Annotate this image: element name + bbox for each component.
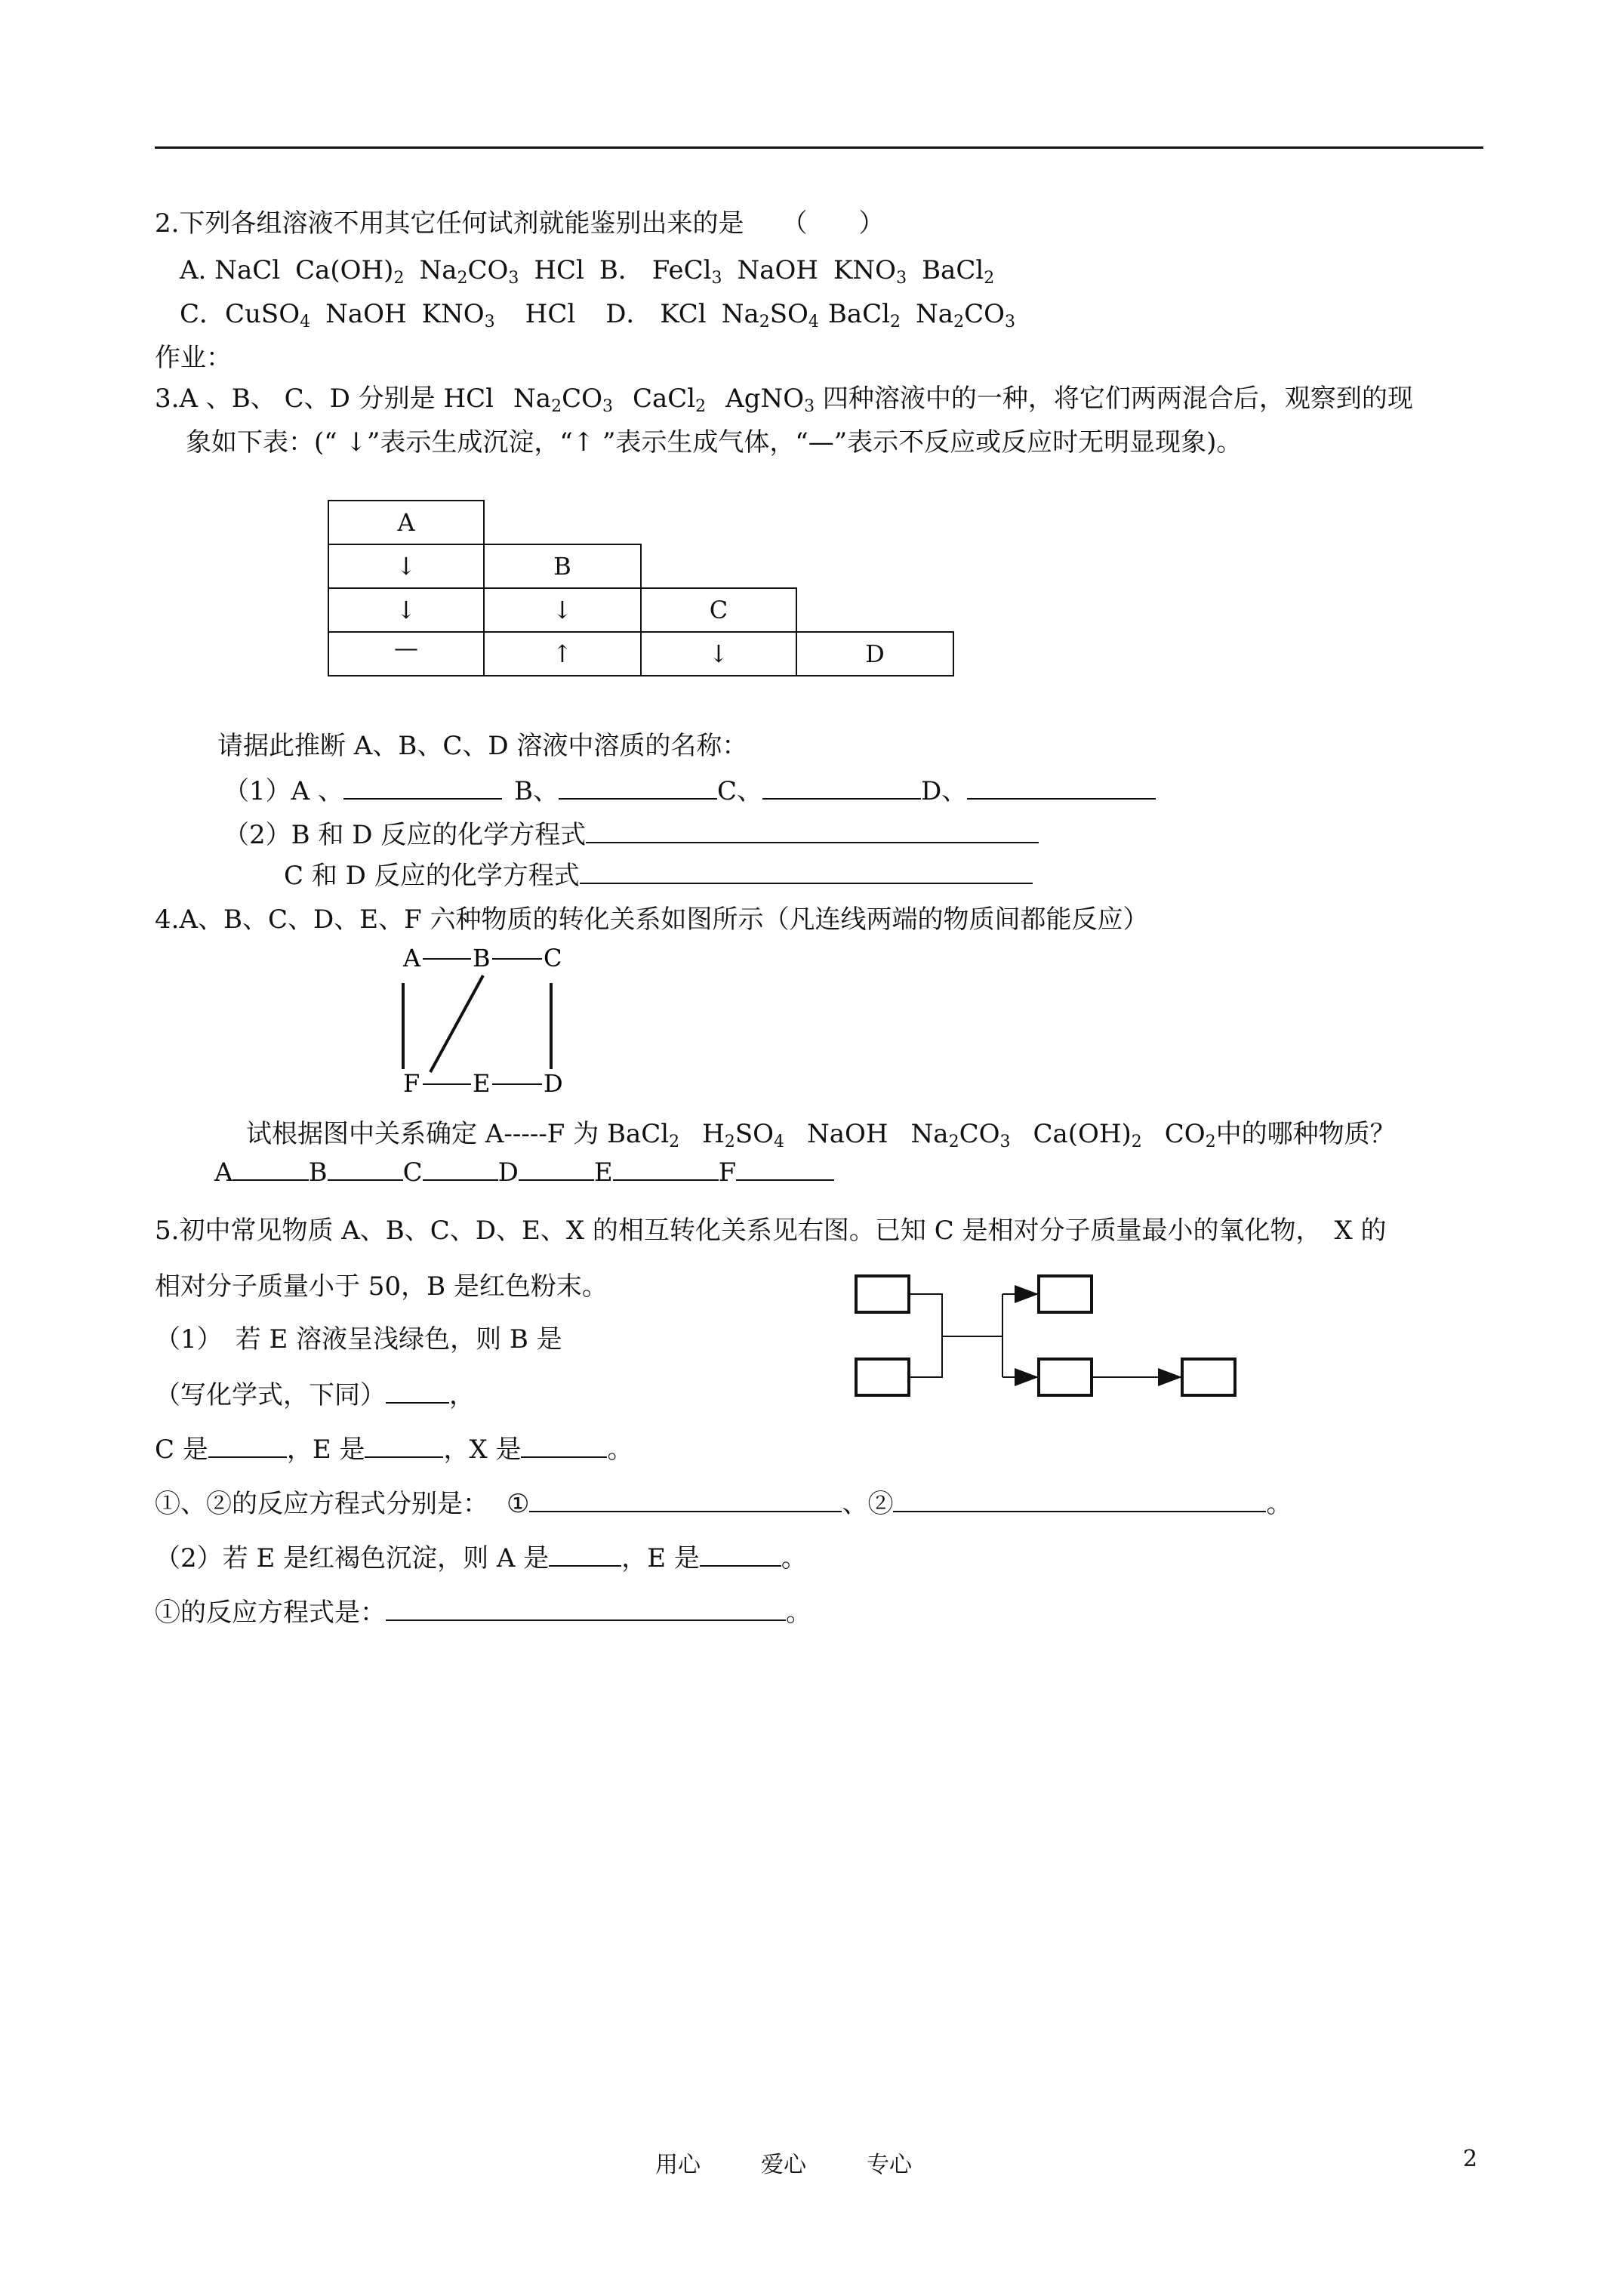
node-b: B [473,944,491,972]
box-top-right [1039,1276,1092,1312]
table-cell-b: B [483,544,642,589]
q5-part1b: （写化学式，下同） ， [155,1380,475,1410]
table-cell-r2c1: ↓ [328,544,485,589]
q5-part1: （1） 若 E 溶液呈浅绿色，则 B 是 [155,1324,562,1354]
page-number: 2 [1463,2146,1478,2172]
node-e: E [473,1069,491,1098]
node-a: A [403,944,421,972]
q4-ask: 试根据图中关系确定 A-----F 为 BaCl$_2$ $H_2SO_4$ NaOH $Na_2CO_3$ $Ca(OH)_2$ $CO_2$中的哪种物质？ [246,1119,1396,1151]
footer-slogan: 用心 爱心 专心 [655,2152,912,2178]
node-d: D [544,1069,563,1098]
table-cell-d: D [796,631,954,676]
node-c: C [544,944,562,972]
q5-flow-diagram [853,1261,1246,1412]
q5-part1c: C 是 ，E 是 ，X 是 。 [155,1435,633,1465]
box-middle-right [1039,1359,1092,1395]
q2-options-cd: C．CuSO$_4$ NaOH $KNO_3$ HCl D． KCl $Na_2SO_4$ BaCl$_2$ $Na_2CO_3$ [180,299,1015,331]
q5-stem-line1: 5.初中常见物质 A、B、C、D、E、X 的相互转化关系见右图。已知 C 是相对分子质量最小的氧化物， X 的 [155,1216,1387,1246]
node-f: F [403,1069,420,1098]
q3-part3: C 和 D 反应的化学方程式 [284,855,1033,892]
q5-equation3: ①的反应方程式是： 。 [155,1598,812,1628]
q4-relation-diagram [393,936,589,1102]
box-far-right [1182,1359,1235,1395]
q4-answers: A B C D E F [214,1157,834,1188]
q3-part2: （2）B 和 D 反应的化学方程式 [223,814,1039,851]
q3-stem-line1: 3.A 、B、 C、D 分别是 HCl $Na_2CO_3$ CaCl$_2$ AgNO$_3$ 四种溶液中的一种，将它们两两混合后，观察到的现 [155,384,1413,416]
q3-stem-line2: 象如下表：(“ ↓”表示生成沉淀，“↑ ”表示生成气体，“—”表示不反应或反应时无明显现象)。 [186,427,1243,458]
q2-stem: 2.下列各组溶液不用其它任何试剂就能鉴别出来的是 （ ） [155,208,885,239]
join-left [909,1294,942,1377]
q5-part2: （2）若 E 是红褐色沉淀，则 A 是 ，E 是 。 [155,1543,807,1573]
box-top-left [856,1276,909,1312]
homework-label: 作业： [155,343,232,373]
q2-options-ab: A. NaCl $Ca(OH)_2$ $Na_2CO_3$ HCl B． FeCl$_3$ NaOH $KNO_3$ BaCl$_2$ [180,255,995,288]
q5-equations: ①、②的反应方程式分别是： ① 、② 。 [155,1489,1292,1519]
q5-stem-line2: 相对分子质量小于 50，B 是红色粉末。 [155,1271,608,1302]
q3-infer: 请据此推断 A、B、C、D 溶液中溶质的名称： [217,731,748,761]
q3-part1: （1）A 、 B、 C、 D、 [223,770,1156,807]
table-cell-r4c2: ↑ [483,631,642,676]
table-cell-r4c3: ↓ [640,631,797,676]
box-bottom-left [856,1359,909,1395]
table-cell-r3c1: ↓ [328,587,485,633]
table-cell-c: C [640,587,797,633]
q4-stem: 4.A、B、C、D、E、F 六种物质的转化关系如图所示（凡连线两端的物质间都能反应） [155,905,1149,935]
table-cell-r3c2: ↓ [483,587,642,633]
header-rule [155,146,1483,149]
table-cell-r4c1: — [328,631,485,676]
table-cell-a: A [328,500,485,545]
edge-b-f [430,975,483,1072]
